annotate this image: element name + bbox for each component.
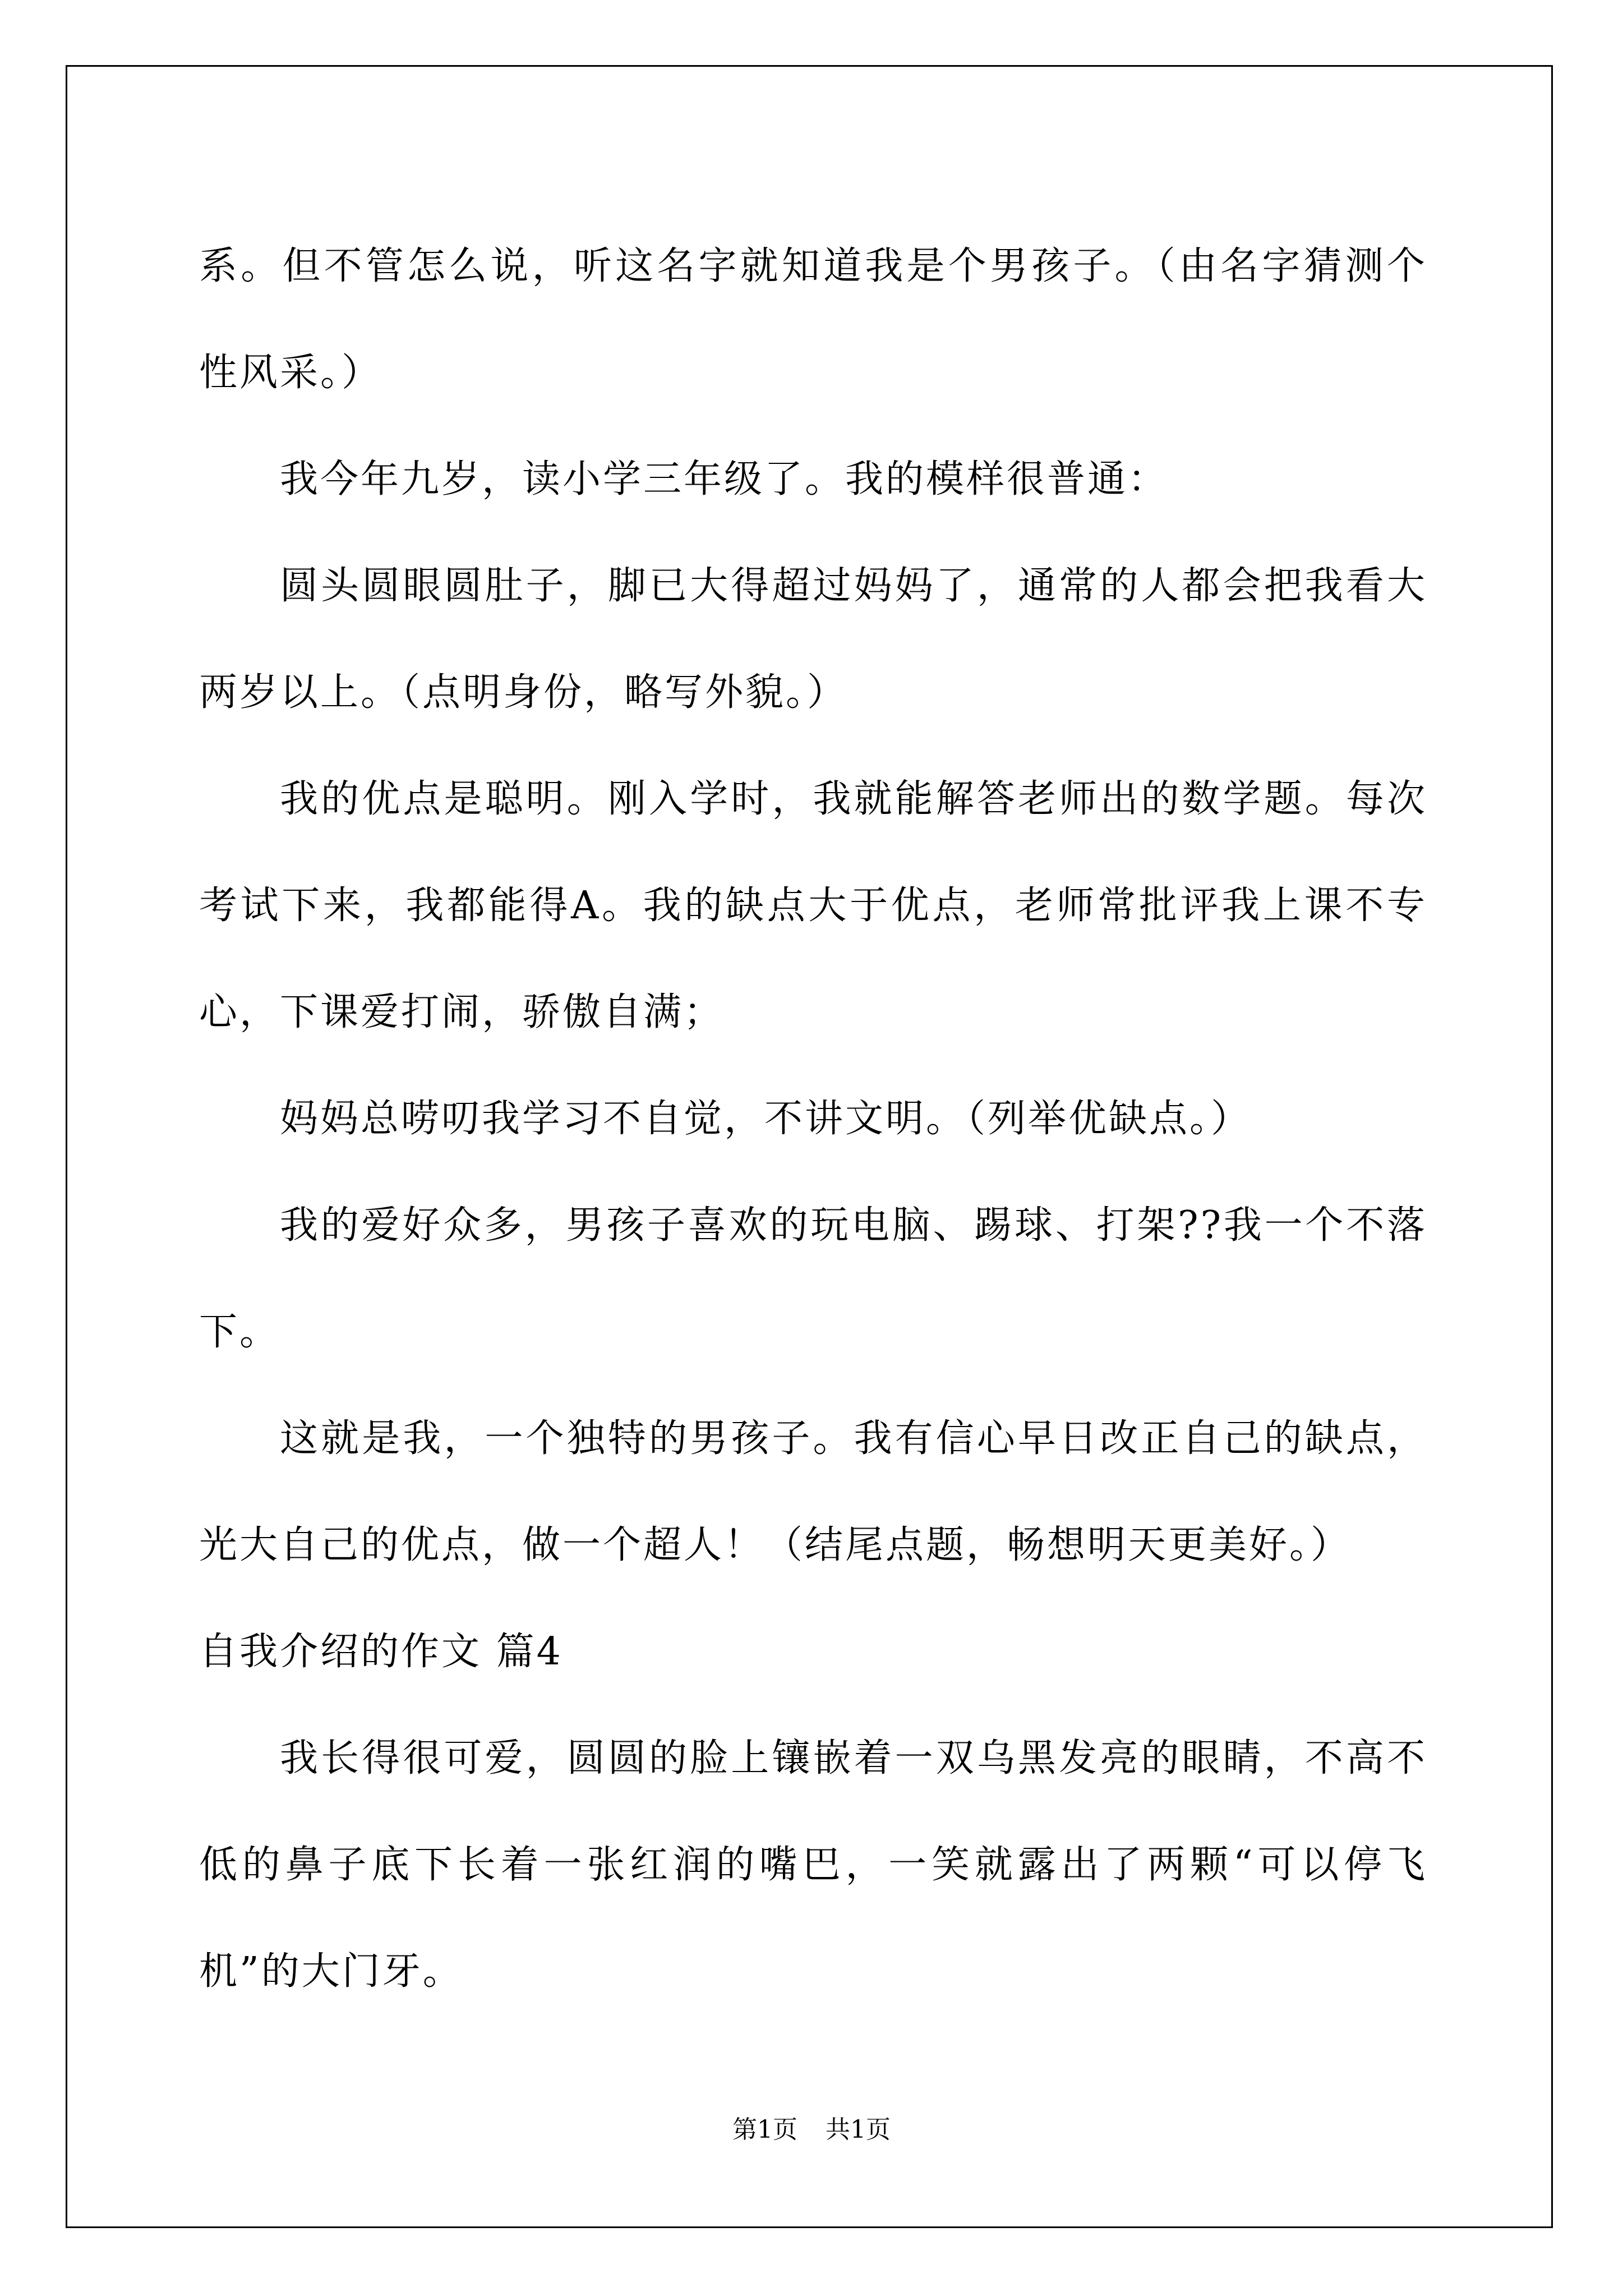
paragraph: 圆头圆眼圆肚子，脚已大得超过妈妈了，通常的人都会把我看大两岁以上。（点明身份，略写外貌。）	[199, 564, 1427, 715]
paragraph: 这就是我，一个独特的男孩子。我有信心早日改正自己的缺点，光大自己的优点，做一个超人！（结尾点题，畅想明天更美好。）	[199, 1416, 1427, 1567]
paragraph: 我的爱好众多，男孩子喜欢的玩电脑、踢球、打架??我一个不落下。	[199, 1203, 1427, 1354]
page-total: 共1页	[826, 2115, 891, 2144]
section-heading: 自我介绍的作文 篇4	[199, 1630, 563, 1674]
page-footer	[0, 2109, 1623, 2145]
paragraph: 我的优点是聪明。刚入学时，我就能解答老师出的数学题。每次考试下来，我都能得A。我的缺点大于优点，老师常批评我上课不专心，下课爱打闹，骄傲自满；	[199, 777, 1427, 1034]
document-body	[199, 213, 1427, 2025]
paragraph: 系。但不管怎么说，听这名字就知道我是个男孩子。（由名字猜测个性风采。）	[199, 244, 1427, 395]
paragraph: 我长得很可爱，圆圆的脸上镶嵌着一双乌黑发亮的眼睛，不高不低的鼻子底下长着一张红润的嘴巴，一笑就露出了两颗“可以停飞机”的大门牙。	[199, 1736, 1427, 1994]
page-number: 第1页	[732, 2115, 797, 2144]
paragraph: 妈妈总唠叨我学习不自觉，不讲文明。（列举优缺点。）	[280, 1097, 1252, 1141]
paragraph: 我今年九岁，读小学三年级了。我的模样很普通：	[280, 457, 1169, 501]
